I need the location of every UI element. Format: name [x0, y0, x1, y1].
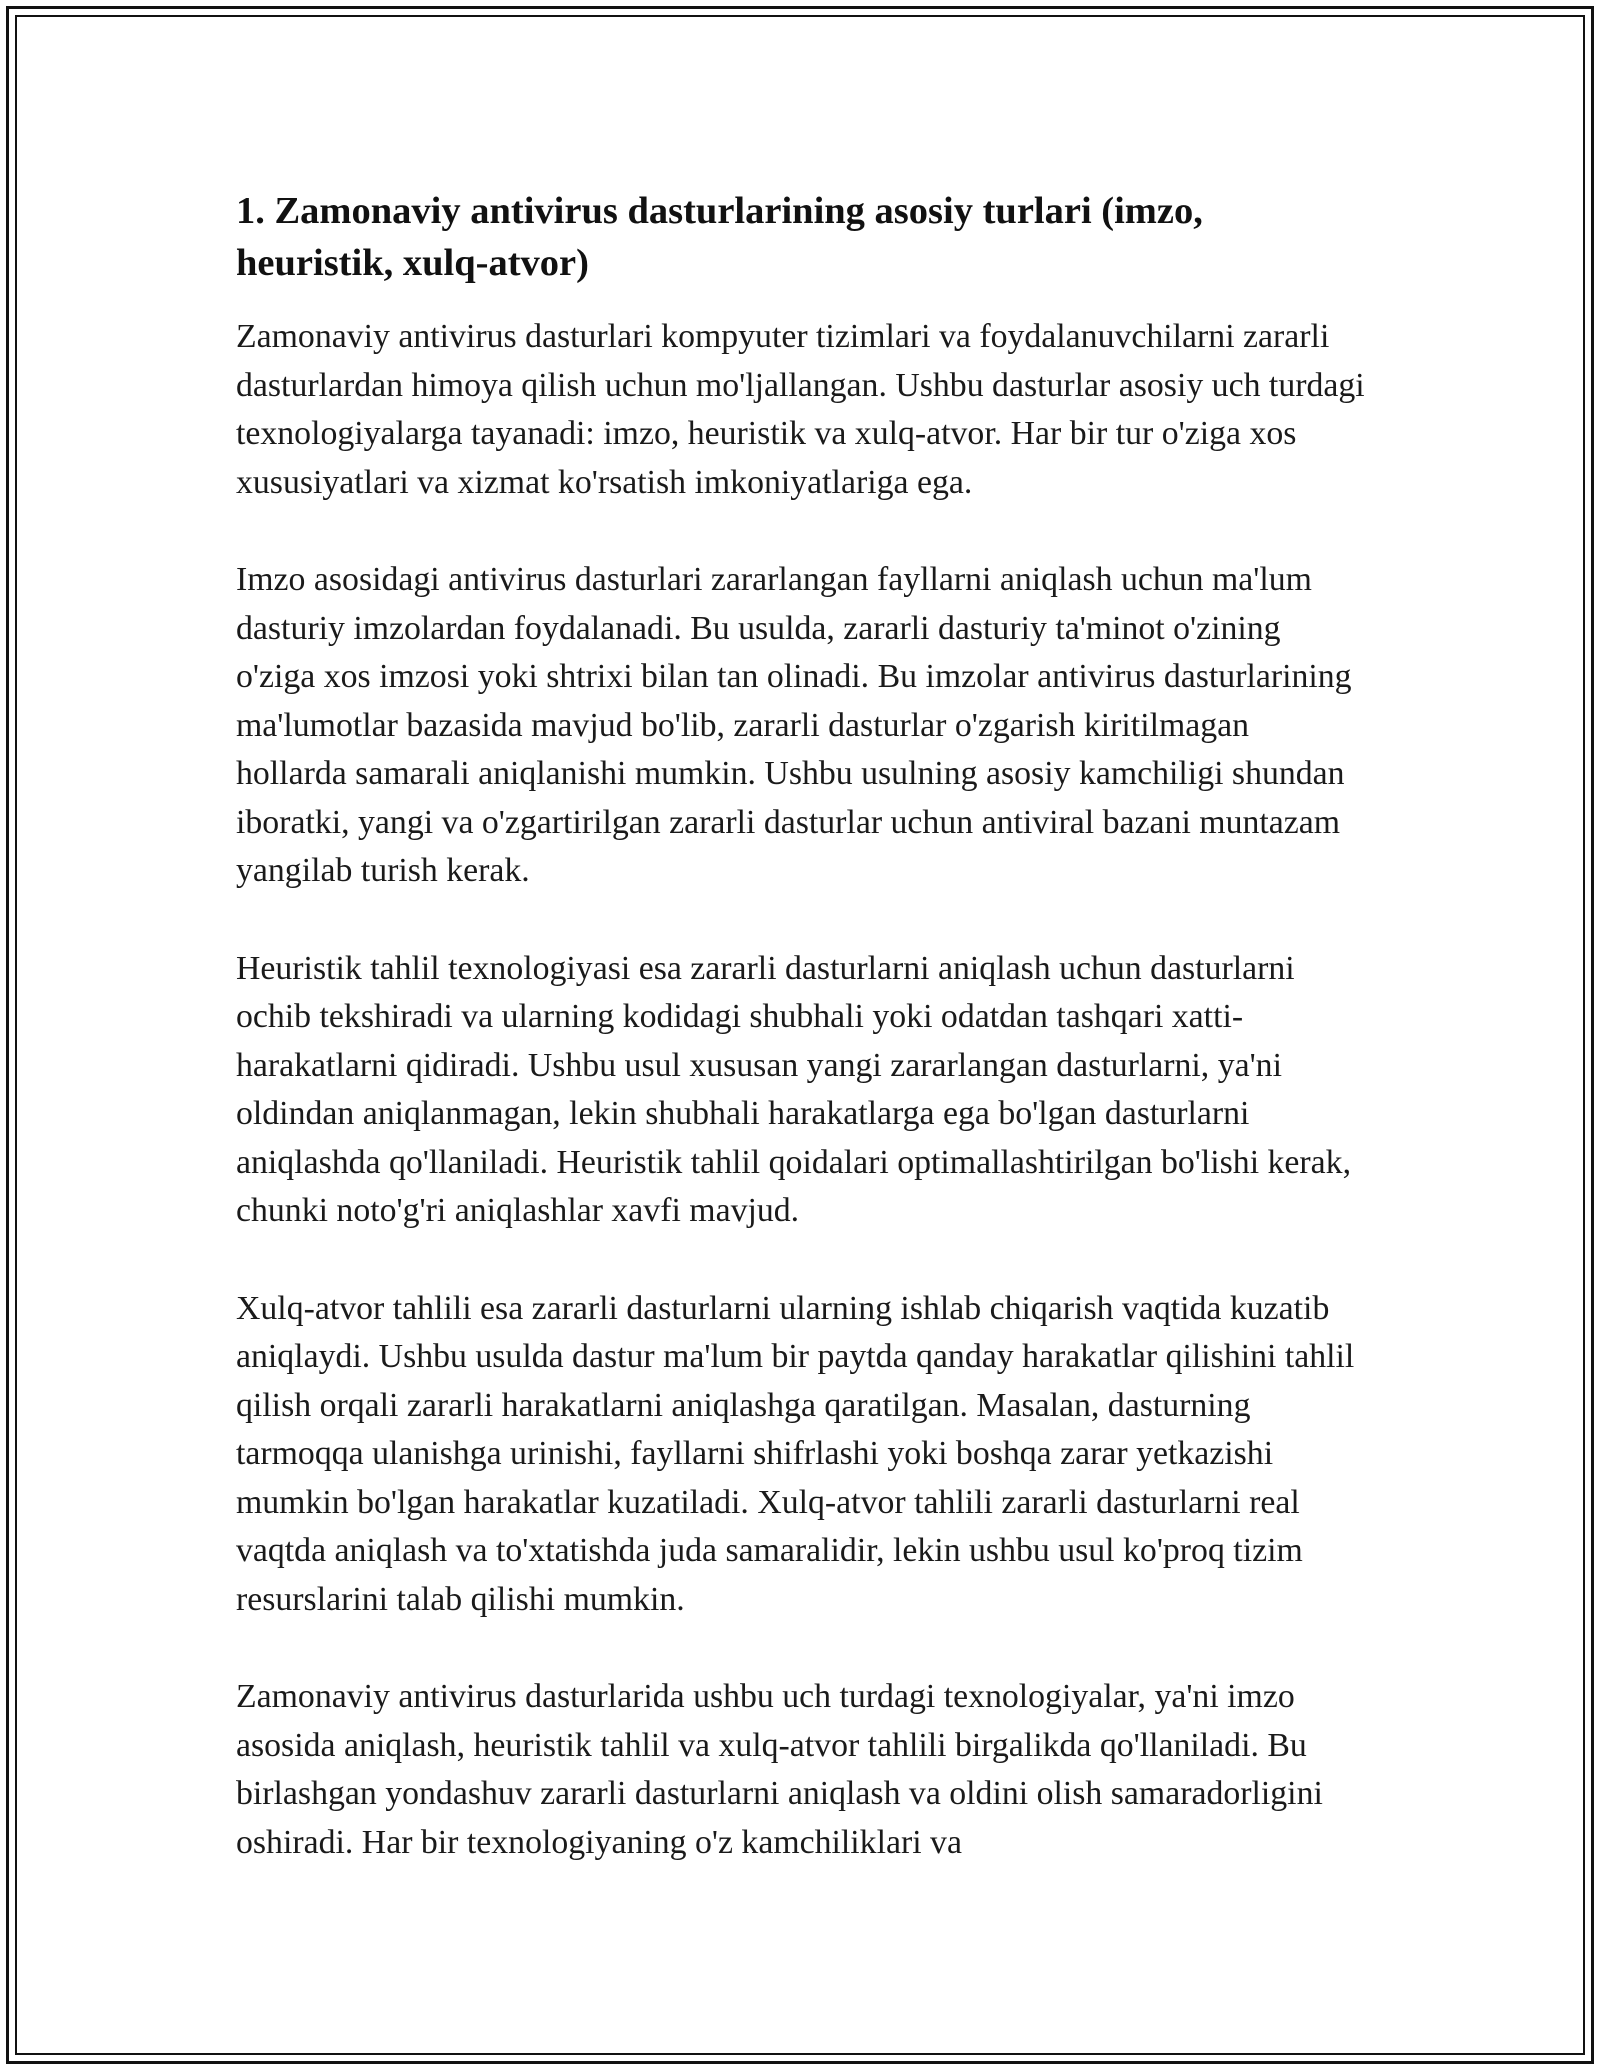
- section-heading: 1. Zamonaviy antivirus dasturlarining asosiy turlari (imzo, heuristik, xulq-atvor): [236, 190, 1203, 284]
- paragraph-combined: Zamonaviy antivirus dasturlarida ushbu uch turdagi texnologiyalar, ya'ni imzo asosida aniqlash, heuristik tahlil va xulq-atvor tahlili birgalikda qo'llaniladi. Bu birlashgan yondashuv zararli dasturlarni aniqlash va oldini olish samaradorligini oshiradi. Har bir texnologiyaning o'z kamchiliklari va: [236, 1678, 1323, 1861]
- document-body: [236, 185, 1366, 1867]
- paragraph-signature-based: Imzo asosidagi antivirus dasturlari zararlangan fayllarni aniqlash uchun ma'lum dasturiy imzolardan foydalanadi. Bu usulda, zararli dasturiy ta'minot o'zining o'ziga xos imzosi yoki shtrixi bilan tan olinadi. Bu imzolar antivirus dasturlarining ma'lumotlar bazasida mavjud bo'lib, zararli dasturlar o'zgarish kiritilmagan hollarda samarali aniqlanishi mumkin. Ushbu usulning asosiy kamchiligi shundan iboratki, yangi va o'zgartirilgan zararli dasturlar uchun antiviral bazani muntazam yangilab turish kerak.: [236, 561, 1352, 889]
- paragraph-behavioral: Xulq-atvor tahlili esa zararli dasturlarni ularning ishlab chiqarish vaqtida kuzatib aniqlaydi. Ushbu usulda dastur ma'lum bir paytda qanday harakatlar qilishini tahlil qilish orqali zararli harakatlarni aniqlashga qaratilgan. Masalan, dasturning tarmoqqa ulanishga urinishi, fayllarni shifrlashi yoki boshqa zarar yetkazishi mumkin bo'lgan harakatlar kuzatiladi. Xulq-atvor tahlili zararli dasturlarni real vaqtda aniqlash va to'xtatishda juda samaralidir, lekin ushbu usul ko'proq tizim resurslarini talab qilishi mumkin.: [236, 1289, 1355, 1618]
- paragraph-heuristic: Heuristik tahlil texnologiyasi esa zararli dasturlarni aniqlash uchun dasturlarni ochib tekshiradi va ularning kodidagi shubhali yoki odatdan tashqari xatti-harakatlarni qidiradi. Ushbu usul xususan yangi zararlangan dasturlarni, ya'ni oldindan aniqlanmagan, lekin shubhali harakatlarga ega bo'lgan dasturlarni aniqlashda qo'llaniladi. Heuristik tahlil qoidalari optimallashtirilgan bo'lishi kerak, chunki noto'g'ri aniqlashlar xavfi mavjud.: [236, 949, 1352, 1229]
- paragraph-intro: Zamonaviy antivirus dasturlari kompyuter tizimlari va foydalanuvchilarni zararli dasturlardan himoya qilish uchun mo'ljallangan. Ushbu dasturlar asosiy uch turdagi texnologiyalarga tayanadi: imzo, heuristik va xulq-atvor. Har bir tur o'ziga xos xususiyatlari va xizmat ko'rsatish imkoniyatlariga ega.: [236, 318, 1365, 501]
